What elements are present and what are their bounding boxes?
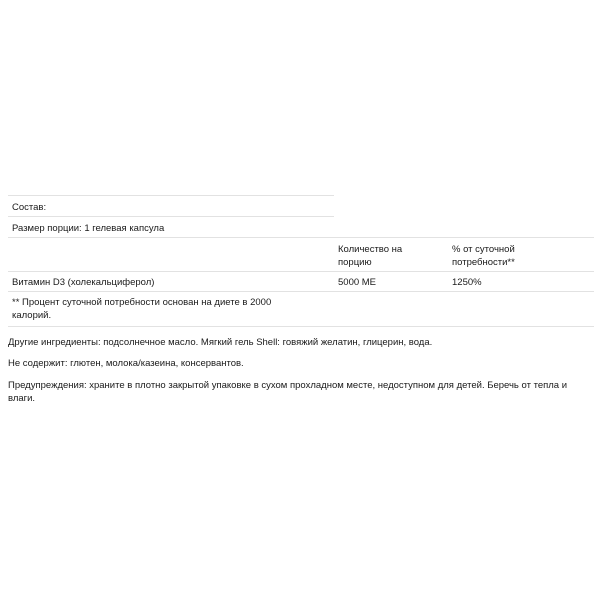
composition-label: Состав: <box>12 202 47 213</box>
footnote: ** Процент суточной потребности основан на диете в 2000 калорий. <box>12 297 272 321</box>
does-not-contain: Не содержит: глютен, молока/казеина, консервантов. <box>8 358 244 369</box>
nutrient-daily-value: 1250% <box>452 277 482 288</box>
serving-size: Размер порции: 1 гелевая капсула <box>12 223 165 234</box>
divider-row <box>8 291 594 292</box>
other-ingredients: Другие ингредиенты: подсолнечное масло. Мягкий гель Shell: говяжий желатин, глицерин, вода. <box>8 337 433 348</box>
divider-serving <box>8 237 594 238</box>
nutrient-amount: 5000 МЕ <box>338 277 377 288</box>
column-header-amount: Количество на порцию <box>338 244 403 268</box>
nutrient-name: Витамин D3 (холекальциферол) <box>12 277 155 288</box>
column-header-daily-value: % от суточной потребности** <box>452 244 515 268</box>
divider-top <box>8 195 334 196</box>
warnings: Предупреждения: храните в плотно закрытой упаковке в сухом прохладном месте, недоступном для детей. Беречь от тепла и влаги. <box>8 380 568 404</box>
divider-header <box>8 271 594 272</box>
divider-composition <box>8 216 334 217</box>
divider-footnote <box>8 326 594 327</box>
